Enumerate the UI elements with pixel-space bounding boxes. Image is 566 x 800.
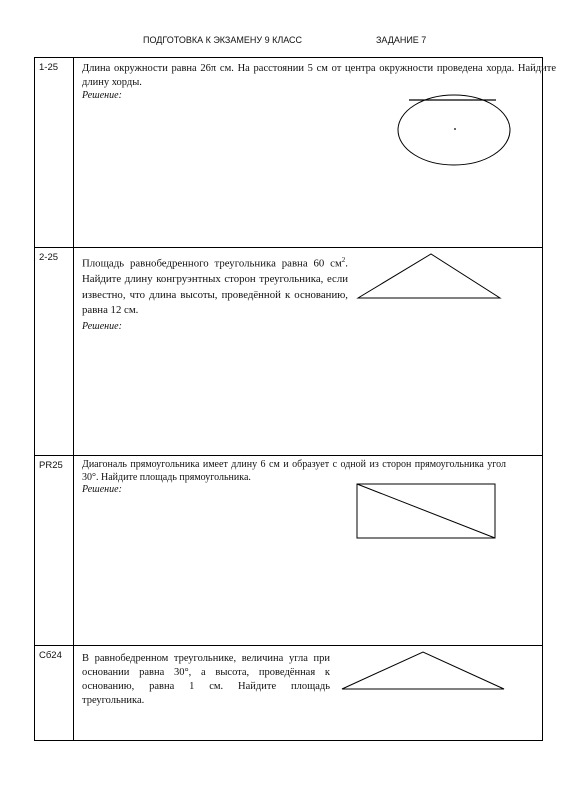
isosceles-triangle-figure — [358, 252, 503, 300]
solution-label: Решение: — [82, 90, 122, 101]
task-text: Диагональ прямоугольника имеет длину 6 см и образует с одной из сторон прямоугольника угол 30°. Найдите площадь прямоугольника. — [82, 459, 506, 483]
task-row — [35, 58, 543, 248]
task-text: В равнобедренном треугольнике, величина угла при основании равна 30°, а высота, проведённая к основанию, равна 1 см. Найдите площадь треугольника. — [82, 653, 330, 706]
page-header — [0, 35, 566, 49]
task-cell — [74, 248, 543, 456]
task-number: Сб24 — [35, 646, 74, 741]
task-number: PR25 — [35, 456, 74, 646]
header-task: ЗАДАНИЕ 7 — [376, 35, 427, 45]
task-text-block — [82, 652, 330, 708]
task-cell — [74, 58, 556, 248]
task-row — [35, 456, 543, 646]
task-text-part: Площадь равнобедренного треугольника равна 60 см — [82, 257, 342, 270]
solution-label: Решение: — [82, 484, 122, 495]
task-cell — [74, 456, 543, 646]
tasks-table — [34, 57, 556, 741]
isosceles-triangle-figure — [342, 651, 507, 691]
header-title: ПОДГОТОВКА К ЭКЗАМЕНУ 9 КЛАСС — [143, 35, 303, 45]
solution-label: Решение: — [82, 320, 122, 332]
task-text-part: . Найдите длину конгруэнтных сторон треугольника, если известно, что длина высоты, проведённой к основанию, равна 12 см. — [82, 257, 348, 317]
task-text: Длина окружности равна 26π см. На расстоянии 5 см от центра окружности проведена хорда. Найдите длину хорды. — [82, 63, 556, 88]
task-number: 2-25 — [35, 248, 74, 456]
task-row — [35, 248, 543, 456]
task-row — [35, 646, 543, 741]
circle-chord-figure — [398, 95, 513, 175]
task-text-block — [82, 253, 348, 334]
rectangle-diagonal-figure — [356, 483, 498, 541]
task-text-sup: 2 — [341, 256, 346, 264]
task-cell — [74, 646, 543, 741]
task-number: 1-25 — [35, 58, 74, 248]
